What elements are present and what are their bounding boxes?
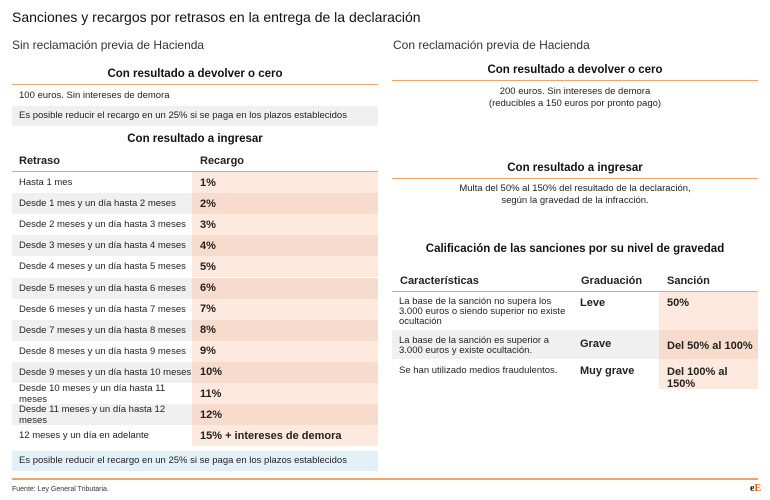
page-title: Sanciones y recargos por retrasos en la entrega de la declaración (12, 9, 421, 25)
right-devolver-title: Con resultado a devolver o cero (487, 64, 663, 76)
retraso-cell: Desde 4 meses y un día hasta 5 meses (19, 261, 186, 273)
left-devolver-rule (12, 84, 378, 85)
retraso-cell: 12 meses y un día en adelante (19, 430, 149, 442)
recargo-cell: 6% (192, 278, 378, 299)
retraso-cell: Desde 9 meses y un día hasta 10 meses (19, 366, 192, 378)
table-row (12, 362, 378, 383)
table-row (12, 193, 378, 214)
calificacion-title: Calificación de las sanciones por su nivel de gravedad (425, 243, 725, 255)
recargo-cell: 4% (192, 235, 378, 256)
table-row (12, 256, 378, 277)
recargo-cell: 2% (192, 193, 378, 214)
left-devolver-line2: Es posible reducir el recargo en un 25% si se paga en los plazos establecidos (12, 106, 378, 126)
right-ingresar-line1: Multa del 50% al 150% del resultado de la declaración, (459, 183, 691, 194)
graduacion-text: Leve (580, 297, 606, 309)
table-row (12, 341, 378, 362)
caracteristica-text: La base de la sanción es superior a 3.000 euros y existe ocultación. (399, 335, 549, 356)
source-footer: Fuente: Ley General Tributaria. (12, 486, 109, 493)
graduacion-text: Muy grave (580, 365, 635, 377)
calificacion-row (392, 330, 758, 359)
right-ingresar-rule (392, 178, 758, 179)
right-devolver-line2: (reducibles a 150 euros por pronto pago) (488, 98, 662, 109)
left-ingresar-title: Con resultado a ingresar (127, 133, 263, 145)
table-row (12, 320, 378, 341)
recargo-cell: 12% (192, 404, 378, 425)
sancion-text: Del 50% al 100% (667, 340, 753, 352)
right-devolver-line1: 200 euros. Sin intereses de demora (499, 86, 651, 97)
recargo-cell: 3% (192, 214, 378, 235)
caracteristica-text: La base de la sanción no supera los 3.000 euros o siendo superior no existe ocultación (399, 296, 566, 327)
left-ingresar-note: Es posible reducir el recargo en un 25% si se paga en los plazos establecidos (12, 451, 378, 471)
right-ingresar-title: Con resultado a ingresar (507, 162, 643, 174)
left-devolver-title: Con resultado a devolver o cero (107, 68, 283, 80)
table-row (12, 404, 378, 425)
recargo-cell: 11% (192, 383, 378, 404)
left-heading: Sin reclamación previa de Hacienda (12, 38, 205, 52)
recargo-cell: 15% + intereses de demora (192, 425, 378, 446)
table-row (12, 383, 378, 404)
graduacion-text: Grave (580, 338, 612, 350)
retraso-cell: Desde 7 meses y un día hasta 8 meses (19, 324, 186, 336)
recargo-cell: 10% (192, 362, 378, 383)
table-row (12, 214, 378, 235)
recargo-cell: 1% (192, 172, 378, 193)
table-row (12, 299, 378, 320)
recargo-cell: 5% (192, 256, 378, 277)
table-row (12, 278, 378, 299)
sancion-text: 50% (667, 297, 690, 309)
col-caracteristicas: Características (400, 275, 479, 287)
retraso-cell: Desde 10 meses y un día hasta 11 meses (19, 382, 166, 405)
right-devolver-rule (392, 80, 758, 81)
recargo-cell: 7% (192, 299, 378, 320)
col-retraso: Retraso (19, 155, 60, 167)
retraso-cell: Desde 3 meses y un día hasta 4 meses (19, 240, 186, 252)
table-row (12, 235, 378, 256)
sancion-cell (659, 330, 758, 359)
sancion-cell (659, 292, 758, 330)
left-devolver-line1: 100 euros. Sin intereses de demora (19, 90, 170, 101)
table-row (12, 425, 378, 446)
table-row (12, 172, 378, 193)
col-sancion: Sanción (667, 275, 710, 287)
sancion-text: Del 100% al 150% (667, 366, 728, 390)
calificacion-row (392, 359, 758, 389)
calificacion-row (392, 292, 758, 330)
recargo-cell: 9% (192, 341, 378, 362)
retraso-cell: Desde 5 meses y un día hasta 6 meses (19, 282, 186, 294)
retraso-cell: Hasta 1 mes (19, 177, 73, 188)
caracteristica-text: Se han utilizado medios fraudulentos. (399, 365, 558, 376)
retraso-cell: Desde 2 meses y un día hasta 3 meses (19, 219, 186, 231)
retraso-cell: Desde 8 meses y un día hasta 9 meses (19, 345, 186, 357)
retraso-cell: Desde 11 meses y un día hasta 12 meses (19, 403, 166, 426)
footer-rule (12, 478, 758, 480)
retraso-cell: Desde 6 meses y un día hasta 7 meses (19, 303, 186, 315)
brand-logo: eE (750, 483, 762, 494)
recargo-cell: 8% (192, 320, 378, 341)
col-graduacion: Graduación (581, 275, 643, 287)
right-heading: Con reclamación previa de Hacienda (393, 38, 590, 52)
col-recargo: Recargo (200, 155, 245, 167)
retraso-cell: Desde 1 mes y un día hasta 2 meses (19, 198, 176, 210)
sancion-cell (659, 359, 758, 389)
right-ingresar-line2: según la gravedad de la infracción. (501, 195, 649, 206)
